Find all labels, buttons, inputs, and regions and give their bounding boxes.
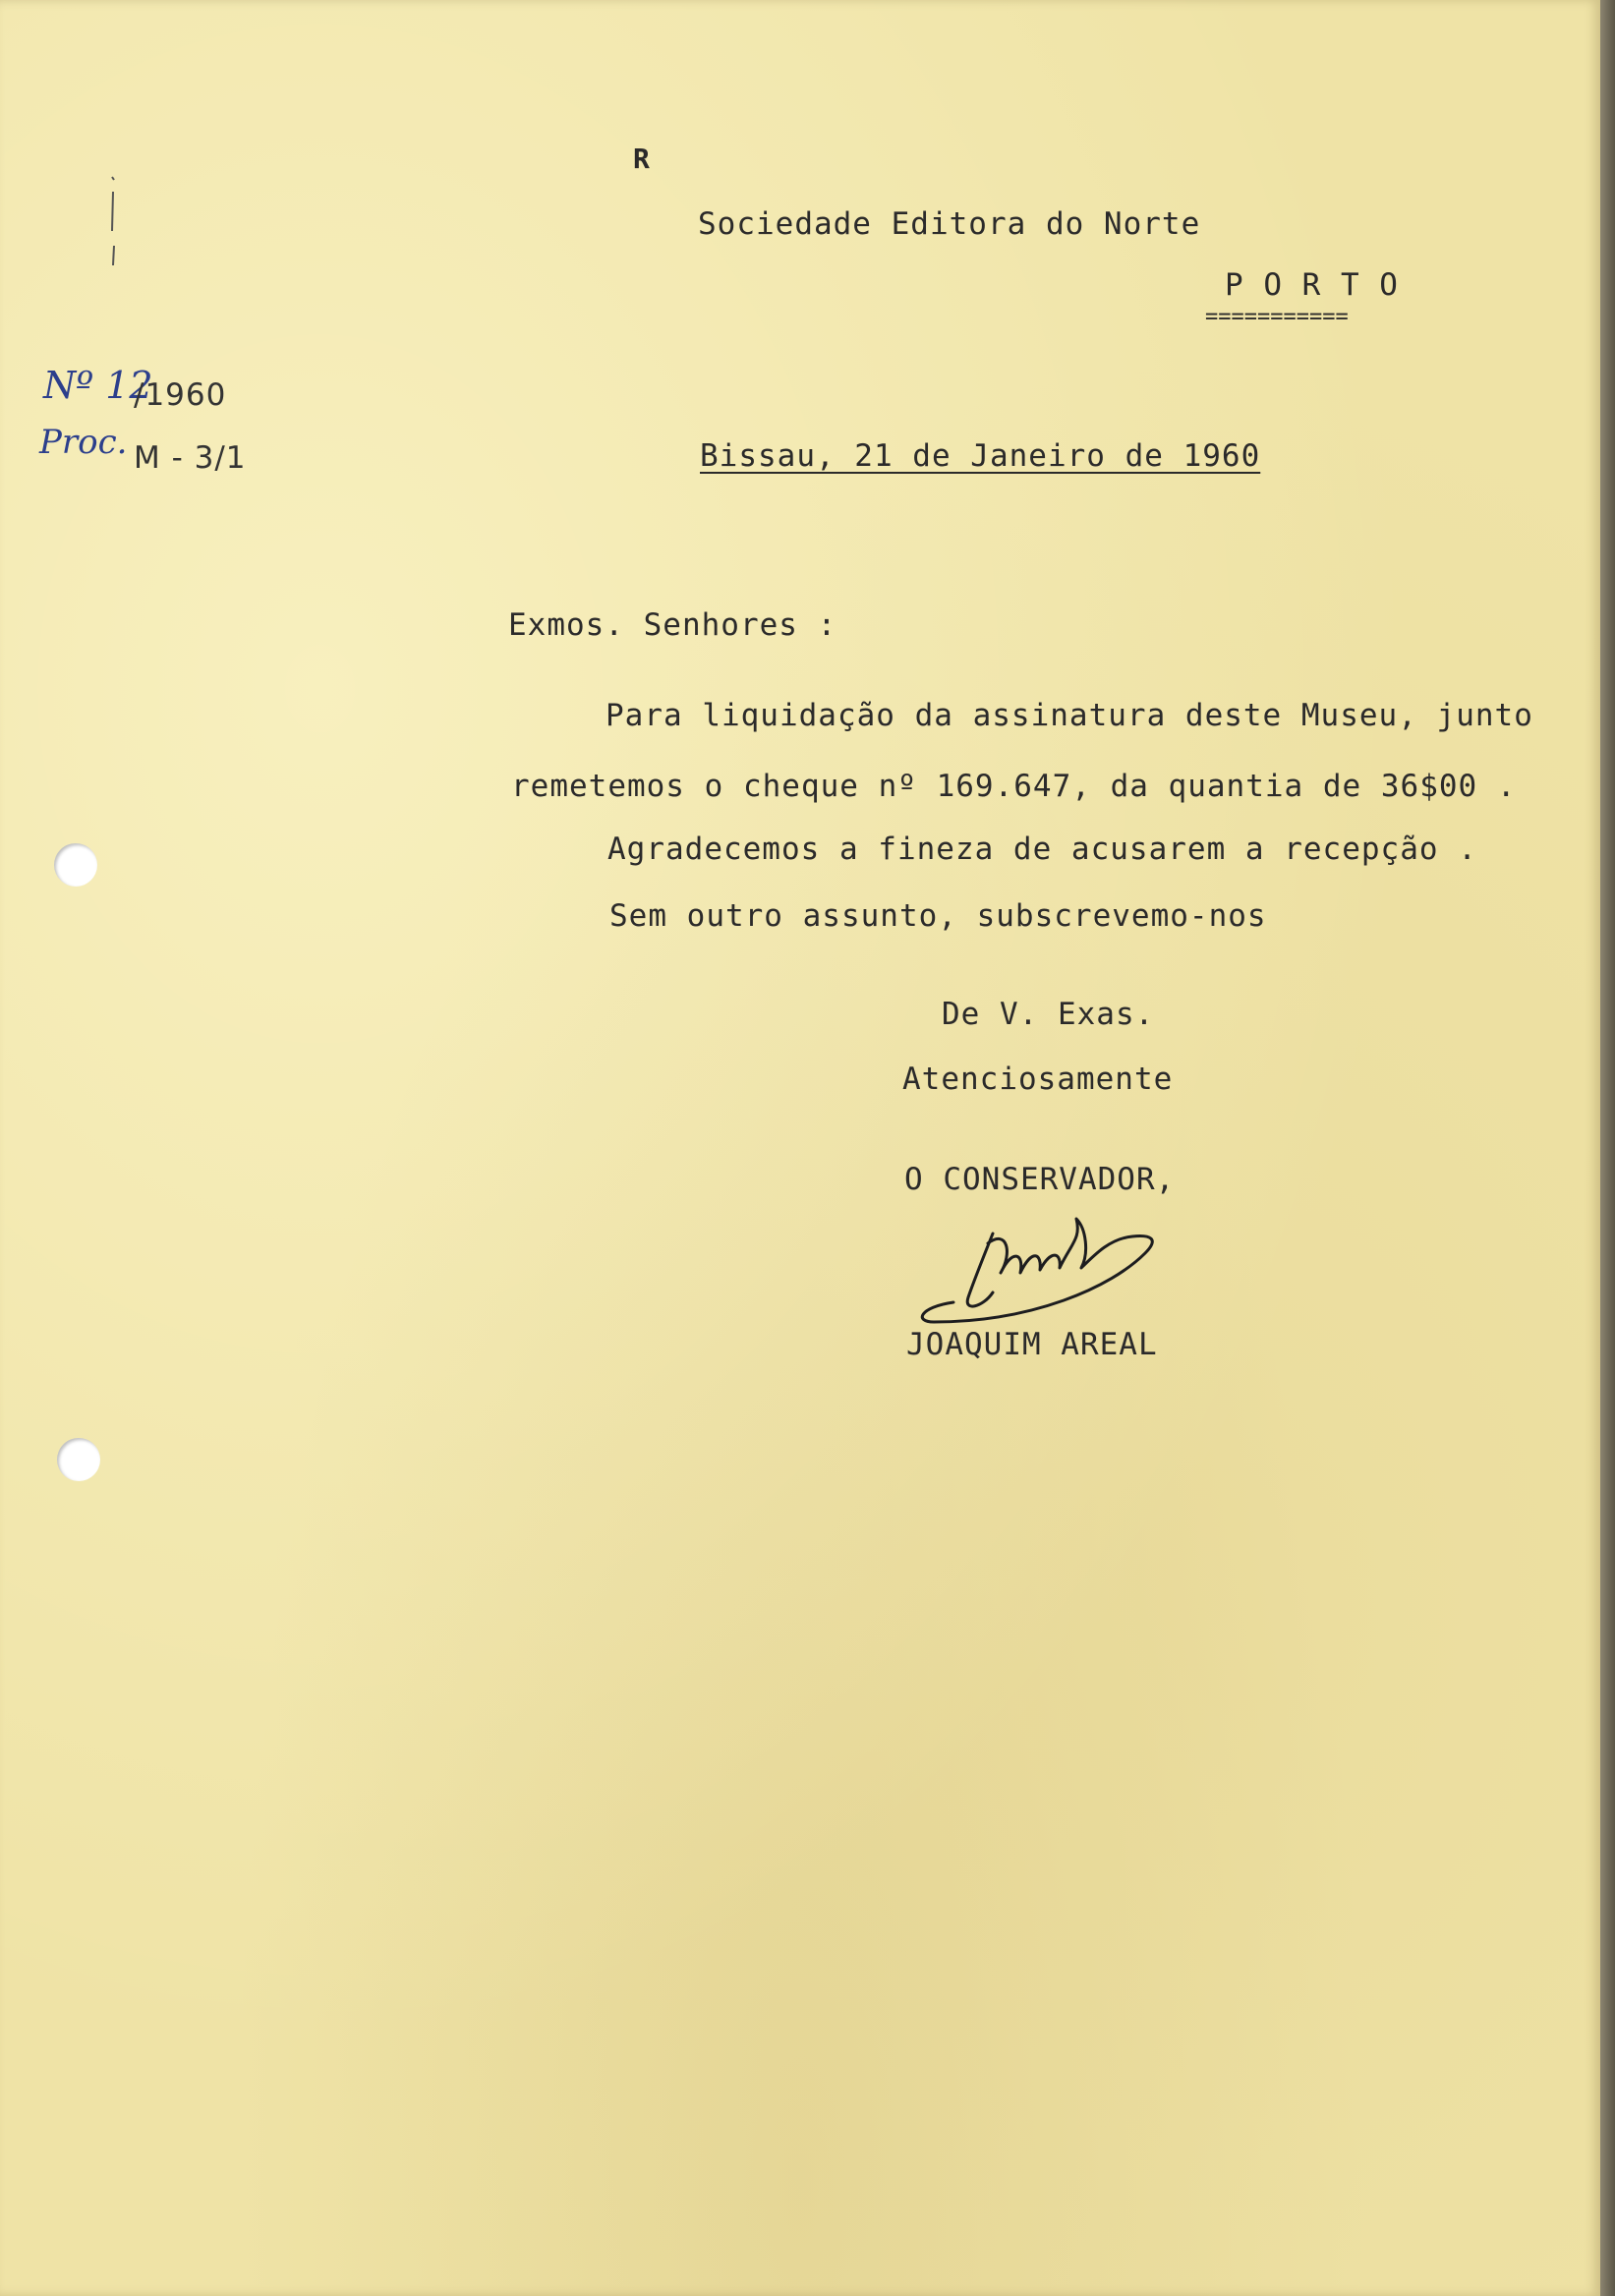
punch-hole-top [54,843,97,887]
addressee-name: Sociedade Editora do Norte [698,206,1201,242]
body-line-3: Agradecemos a fineza de acusarem a recepção . [607,832,1477,867]
body-line-1: Para liquidação da assinatura deste Museu, junto [606,698,1533,733]
salutation: Exmos. Senhores : [508,607,837,643]
closing-line-1: De V. Exas. [942,997,1155,1032]
handwritten-number: Nº 12 [43,364,153,407]
date-line: Bissau, 21 de Janeiro de 1960 [700,438,1261,474]
punch-hole-bottom [57,1438,100,1481]
body-line-2: remetemos o cheque nº 169.647, da quantia de 36$00 . [511,769,1517,804]
corner-mark: R [633,143,651,175]
signatory-name: JOAQUIM AREAL [906,1327,1158,1362]
city-double-rule: =========== [1205,305,1349,329]
reference-year: /1960 [134,377,227,413]
closing-line-2: Atenciosamente [902,1062,1174,1097]
reference-code: M - 3/1 [134,440,247,476]
signatory-title: O CONSERVADOR, [904,1162,1176,1197]
scan-background-edge [1600,0,1615,2296]
handwritten-signature [914,1199,1199,1347]
margin-mark [98,172,128,280]
handwritten-proc: Proc. [39,423,128,462]
body-line-4: Sem outro assunto, subscrevemo-nos [609,898,1267,934]
addressee-city: P O R T O [1225,267,1399,303]
